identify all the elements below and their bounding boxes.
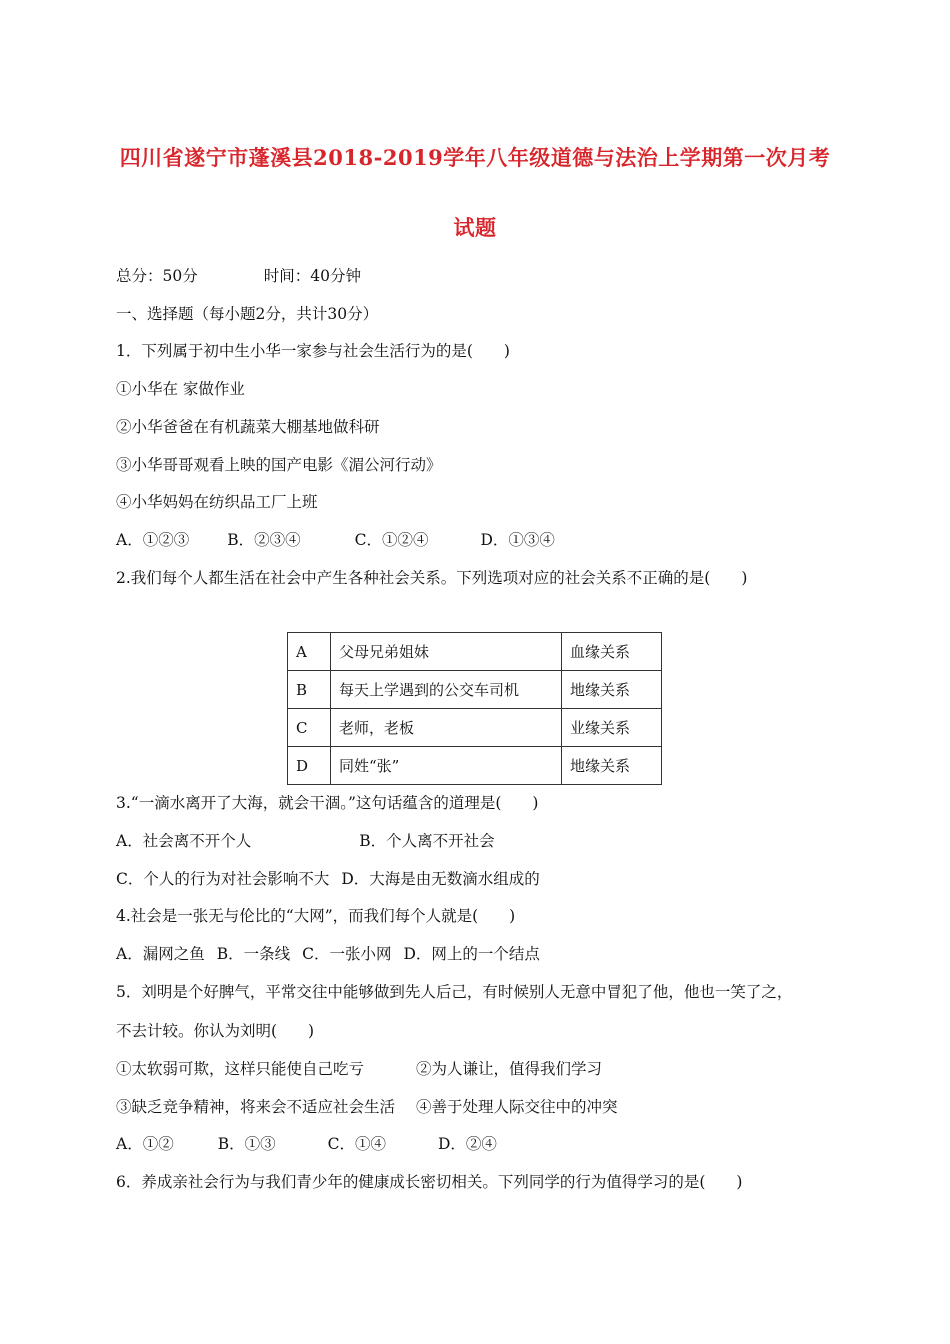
q4-stem: 4.社会是一张无与伦比的“大网”，而我们每个人就是( ) [116, 907, 516, 925]
q1-option-4: ④小华妈妈在纺织品工厂上班 [116, 493, 318, 511]
exam-meta [116, 266, 361, 286]
exam-title-line-2: 试题 [453, 215, 497, 240]
table-cell: 老师，老板 [331, 709, 562, 747]
q5-option-1: ①太软弱可欺，这样只能使自己吃亏 [116, 1060, 365, 1078]
section-heading: 一、选择题（每小题2分，共计30分） [116, 305, 379, 323]
q1-answers [116, 530, 555, 550]
table-cell: 同姓“张” [331, 747, 562, 785]
q1-answer-a: A．①②③ [116, 531, 190, 549]
total-score: 总分：50分 [116, 267, 198, 285]
q4-answer-d: D．网上的一个结点 [403, 945, 540, 963]
table-row [288, 709, 662, 747]
table-cell: B [288, 671, 331, 709]
q5-option-3: ③缺乏竞争精神，将来会不适应社会生活 [116, 1098, 396, 1116]
q1-option-2: ②小华爸爸在有机蔬菜大棚基地做科研 [116, 418, 380, 436]
q2-stem: 2.我们每个人都生活在社会中产生各种社会关系。下列选项对应的社会关系不正确的是( ) [116, 569, 748, 587]
q5-option-2: ②为人谦让，值得我们学习 [416, 1060, 603, 1078]
q3-answers-row-1 [116, 831, 495, 851]
q5-options-row-1 [116, 1059, 602, 1079]
q1-stem: 1．下列属于初中生小华一家参与社会生活行为的是( ) [116, 342, 510, 360]
q1-answer-d: D．①③④ [480, 531, 555, 549]
q5-stem-line-1: 5．刘明是个好脾气，平常交往中能够做到先人后己，有时候别人无意中冒犯了他，他也一笑了之， [116, 983, 793, 1001]
q3-answer-b: B．个人离不开社会 [359, 832, 495, 850]
q5-answer-d: D．②④ [437, 1135, 497, 1153]
table-cell: 父母兄弟姐妹 [331, 633, 562, 671]
q3-answer-c: C．个人的行为对社会影响不大 [116, 870, 330, 888]
q5-answer-a: A．①② [116, 1135, 174, 1153]
q1-option-3: ③小华哥哥观看上映的国产电影《湄公河行动》 [116, 456, 442, 474]
q6-stem: 6．养成亲社会行为与我们青少年的健康成长密切相关。下列同学的行为值得学习的是( ) [116, 1173, 743, 1191]
table-cell: 业缘关系 [562, 709, 662, 747]
q1-answer-c: C．①②④ [354, 531, 429, 549]
q5-answer-b: B．①③ [217, 1135, 276, 1153]
q5-answers [116, 1134, 497, 1154]
q1-answer-b: B．②③④ [227, 531, 301, 549]
q5-stem-line-2: 不去计较。你认为刘明( ) [116, 1022, 315, 1040]
table-cell: D [288, 747, 331, 785]
q5-options-row-2 [116, 1097, 618, 1117]
q3-answers-row-2 [116, 869, 540, 889]
q4-answer-b: B．一条线 [216, 945, 291, 963]
q1-option-1: ①小华在 家做作业 [116, 380, 245, 398]
q4-answer-a: A．漏网之鱼 [116, 945, 205, 963]
q2-relation-table [287, 632, 662, 785]
q3-answer-d: D．大海是由无数滴水组成的 [341, 870, 540, 888]
table-cell: A [288, 633, 331, 671]
table-row [288, 747, 662, 785]
table-cell: 地缘关系 [562, 671, 662, 709]
q3-stem: 3.“一滴水离开了大海，就会干涸。”这句话蕴含的道理是( ) [116, 794, 539, 812]
q5-answer-c: C．①④ [327, 1135, 386, 1153]
table-row [288, 671, 662, 709]
time-limit: 时间：40分钟 [263, 267, 361, 285]
q5-option-4: ④善于处理人际交往中的冲突 [416, 1098, 618, 1116]
q4-answers [116, 944, 540, 964]
table-cell: 地缘关系 [562, 747, 662, 785]
table-cell: 每天上学遇到的公交车司机 [331, 671, 562, 709]
table-cell: 血缘关系 [562, 633, 662, 671]
table-cell: C [288, 709, 331, 747]
table-row [288, 633, 662, 671]
exam-title-line-1: 四川省遂宁市蓬溪县2018-2019学年八年级道德与法治上学期第一次月考 [119, 145, 831, 170]
q3-answer-a: A．社会离不开个人 [116, 832, 252, 850]
q4-answer-c: C．一张小网 [302, 945, 392, 963]
